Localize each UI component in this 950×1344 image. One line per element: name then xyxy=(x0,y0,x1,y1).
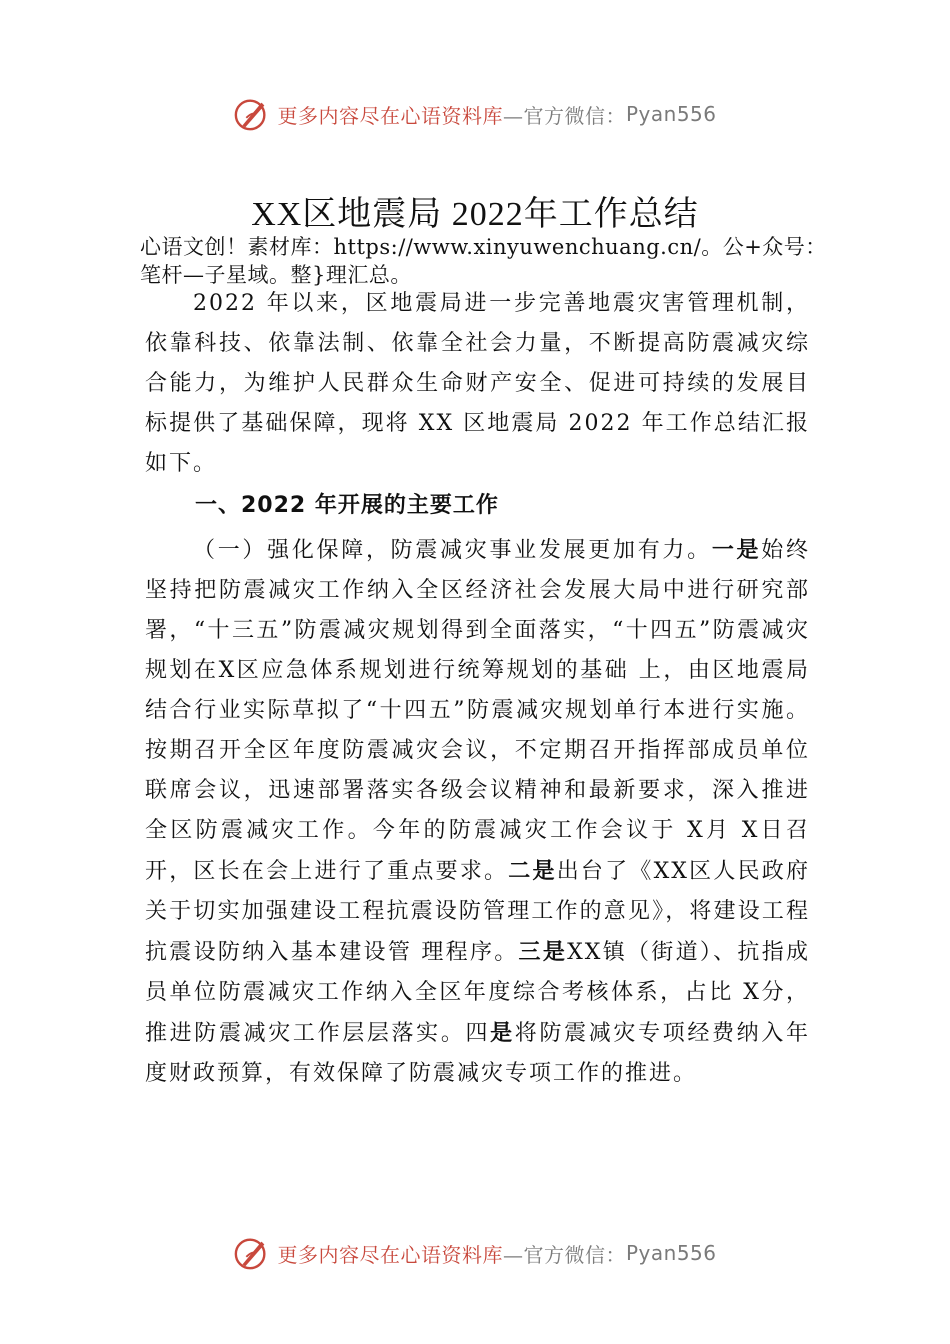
watermark-gray-text: —官方微信： xyxy=(502,1242,626,1267)
paragraph-strengthen-guarantee xyxy=(145,530,810,1094)
watermark-banner-bottom xyxy=(0,1233,950,1273)
source-note: 心语文创！素材库：https://www.xinyuwenchuang.cn/。公+众号：笔杆—子星域。整}理汇总。 xyxy=(140,235,827,287)
watermark-account: Pyan556 xyxy=(625,1241,717,1265)
bullet-label-3: 三是 xyxy=(518,939,568,965)
watermark-banner-top xyxy=(0,94,950,134)
paragraph-lead: （一）强化保障，防震减灾事业发展更加有力。 xyxy=(193,538,712,563)
document-title: XX区地震局 2022年工作总结 xyxy=(251,196,699,233)
intro-paragraph: 2022 年以来，区地震局进一步完善地震灾害管理机制，依靠科技、依靠法制、依靠全社会力量，不断提高防震减灾综合能力，为维护人民群众生命财产安全、促进可持续的发展目标提供了基础保障，现将 XX 区地震局 2022 年工作总结汇报如下。 xyxy=(145,291,810,476)
bullet-text-4: 将防震减灾专项经费纳入年度财政预算，有效保障了防震减灾专项工作的推进。 xyxy=(145,1021,810,1086)
bullet-label-4: 是 xyxy=(490,1020,515,1046)
watermark-red-text: 更多内容尽在心语资料库 xyxy=(277,1242,503,1267)
section-heading-1: 一、2022 年开展的主要工作 xyxy=(195,493,499,518)
bullet-text-2: 出台了《XX区人民政府关于切实加强建设工程抗震设防管理工作的意见》，将建设工程抗震设防纳入基本建设管 理程序。 xyxy=(145,859,810,965)
quill-logo-icon xyxy=(233,95,271,133)
bullet-label-1: 一是 xyxy=(711,537,762,563)
watermark-gray-text: —官方微信： xyxy=(502,103,626,128)
bullet-text-3: XX镇（街道）、抗指成员单位防震减灾工作纳入全区年度综合考核体系，占比 X分，推进防震减灾工作层层落实。四 xyxy=(145,940,810,1046)
bullet-text-1: 始终坚持把防震减灾工作纳入全区经济社会发展大局中进行研究部署，“十三五”防震减灾规划得到全面落实，“十四五”防震减灾规划在X区应急体系规划进行统筹规划的基础 上，由区地震局结合行业实际草拟了“十四五”防震减灾规划单行本进行实施。按期召开全区年度防震减灾会议，不定期召开指挥部成员单位联席会议，迅速部署落实各级会议精神和最新要求，深入推进全区防震减灾工作。今年的防震减灾工作会议于 X月 X日召开，区长在会上进行了重点要求。 xyxy=(145,538,810,884)
quill-logo-icon xyxy=(233,1234,271,1272)
watermark-red-text: 更多内容尽在心语资料库 xyxy=(277,103,503,128)
bullet-label-2: 二是 xyxy=(508,858,557,884)
watermark-account: Pyan556 xyxy=(625,102,717,126)
